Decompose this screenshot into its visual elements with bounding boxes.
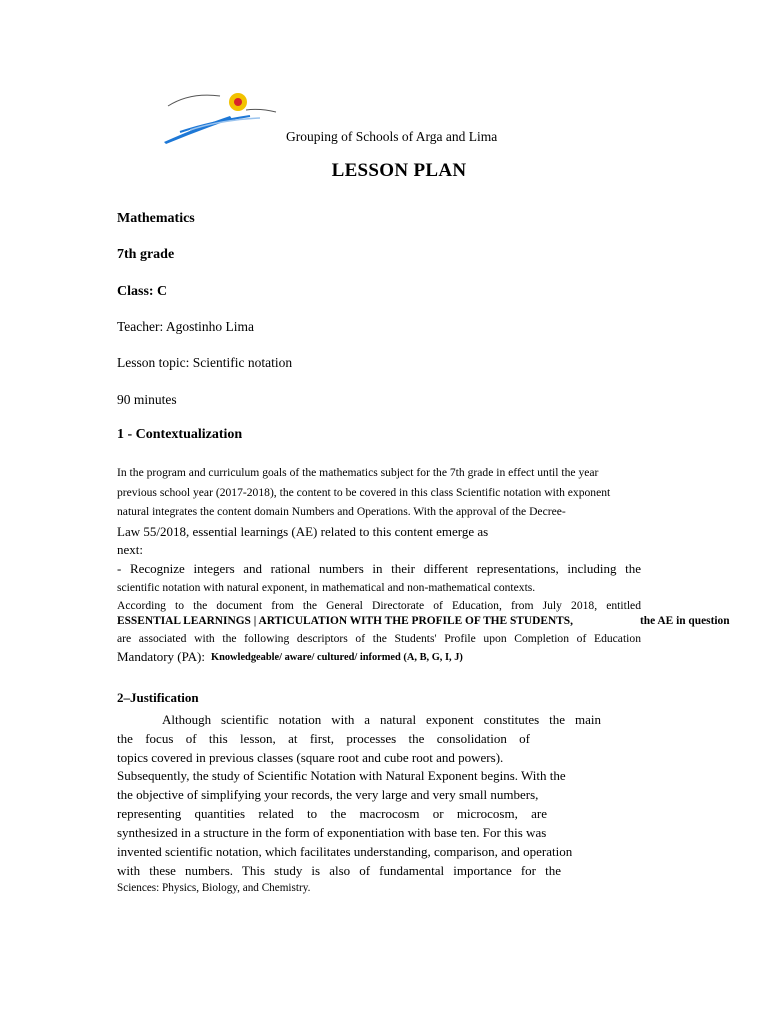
section2-line: topics covered in previous classes (square root and cube root and powers). (117, 750, 504, 765)
section1-heading: 1 - Contextualization (117, 427, 243, 442)
section1-line: natural integrates the content domain Numbers and Operations. With the approval of the Decree- (117, 505, 566, 518)
section1-line: According to the document from the General Directorate of Education, from July 2018, entitled (117, 599, 641, 612)
section1-line: scientific notation with natural exponent, in mathematical and non-mathematical contexts. (117, 581, 536, 594)
section2-line: with these numbers. This study is also of fundamental importance for the (117, 863, 561, 878)
teacher: Teacher: Agostinho Lima (117, 319, 255, 334)
section1-line-bold: ESSENTIAL LEARNINGS | ARTICULATION WITH THE PROFILE OF THE STUDENTS, (117, 615, 573, 627)
section2-line: the objective of simplifying your records, the very large and very small numbers, (117, 787, 539, 802)
section1-line: next: (117, 542, 143, 557)
section2-line: invented scientific notation, which facilitates understanding, comparison, and operation (117, 844, 573, 859)
lesson-topic: Lesson topic: Scientific notation (117, 355, 293, 370)
section1-line: Mandatory (PA): (117, 649, 205, 664)
section2-line: Subsequently, the study of Scientific Notation with Natural Exponent begins. With the (117, 768, 566, 783)
section1-line: Law 55/2018, essential learnings (AE) related to this content emerge as (117, 524, 489, 539)
school-logo (160, 86, 280, 144)
section1-line: In the program and curriculum goals of the mathematics subject for the 7th grade in effect until the year (117, 466, 599, 479)
section2-line: Sciences: Physics, Biology, and Chemistry. (117, 882, 311, 894)
section1-line-bold-tail: the AE in question (640, 615, 730, 627)
grade: 7th grade (117, 247, 175, 262)
section2-line: Although scientific notation with a natural exponent constitutes the main (162, 712, 601, 727)
school-name: Grouping of Schools of Arga and Lima (286, 129, 498, 144)
section1-line: are associated with the following descriptors of the Students' Profile upon Completion of Education (117, 632, 641, 645)
subject: Mathematics (117, 211, 195, 226)
section2-heading: 2–Justification (117, 690, 199, 705)
duration: 90 minutes (117, 392, 177, 407)
section2-line: the focus of this lesson, at first, processes the consolidation of (117, 731, 530, 746)
section1-descriptors: Knowledgeable/ aware/ cultured/ informed (A, B, G, I, J) (211, 652, 463, 663)
section2-line: synthesized in a structure in the form of exponentiation with base ten. For this was (117, 825, 547, 840)
section1-line: - Recognize integers and rational numbers in their different representations, including the (117, 561, 641, 576)
section1-line: previous school year (2017-2018), the content to be covered in this class Scientific notation with exponent (117, 486, 611, 499)
class: Class: C (117, 284, 168, 299)
page-title: LESSON PLAN (331, 160, 467, 181)
section2-line: representing quantities related to the macrocosm or microcosm, are (117, 806, 547, 821)
